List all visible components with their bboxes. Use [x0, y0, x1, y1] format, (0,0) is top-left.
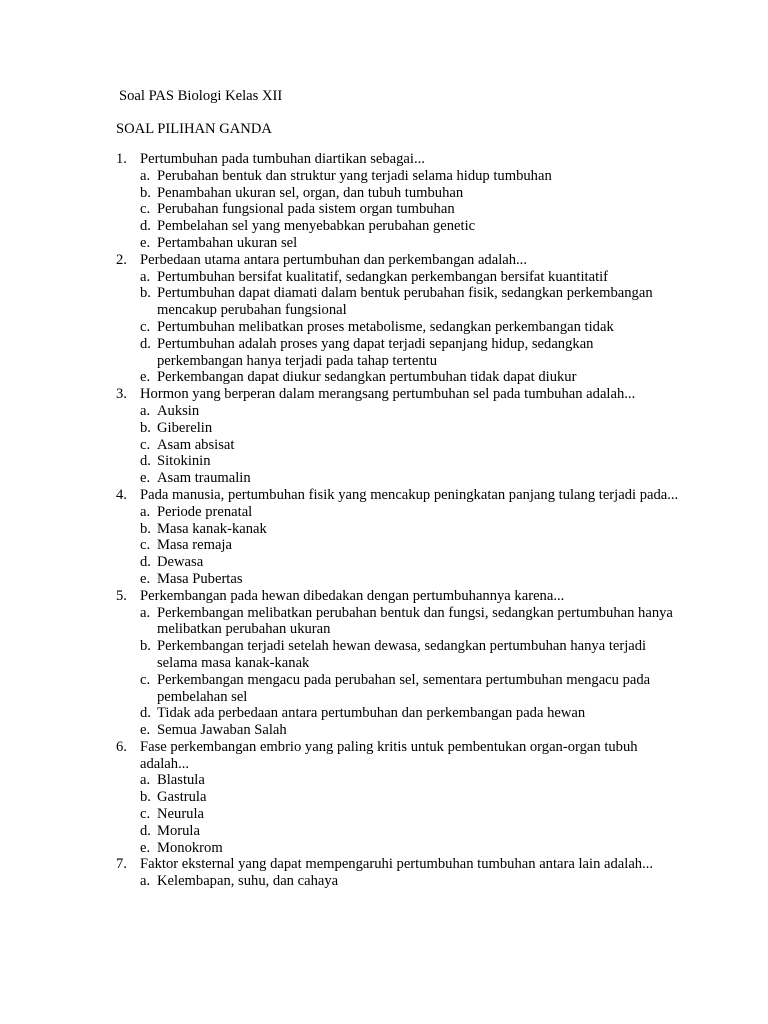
option-letter: b.: [140, 285, 151, 302]
option-text: Masa kanak-kanak: [157, 520, 267, 537]
document-title: Soal PAS Biologi Kelas XII: [119, 88, 283, 104]
option-letter: d.: [140, 453, 151, 470]
option-letter: b.: [140, 184, 151, 201]
question-text: Fase perkembangan embrio yang paling kritis untuk pembentukan organ-organ tubuh adalah...: [140, 738, 638, 772]
option-text: Morula: [157, 822, 200, 839]
question-text: Perbedaan utama antara pertumbuhan dan perkembangan adalah...: [140, 251, 527, 268]
option-letter: e.: [140, 722, 151, 739]
option-letter: c.: [140, 806, 151, 823]
option-letter: b.: [140, 520, 151, 537]
answer-option: [0, 218, 768, 235]
answer-option: [0, 285, 768, 319]
answer-option: [0, 789, 768, 806]
answer-option: [0, 873, 768, 890]
option-letter: e.: [140, 570, 151, 587]
question-number: 2.: [116, 251, 127, 268]
option-letter: c.: [140, 318, 151, 335]
question-item: [0, 487, 768, 588]
question-number: 7.: [116, 856, 127, 873]
option-text: Gastrula: [157, 789, 207, 806]
answer-option: [0, 638, 768, 672]
option-letter: e.: [140, 369, 151, 386]
option-letter: a.: [140, 604, 151, 621]
option-list: [0, 269, 768, 387]
answer-option: [0, 840, 768, 857]
option-letter: a.: [140, 503, 151, 520]
question-list: [0, 151, 768, 890]
option-list: [0, 873, 768, 890]
answer-option: [0, 319, 768, 336]
question-text: Pertumbuhan pada tumbuhan diartikan sebagai...: [140, 151, 425, 167]
question-number: 6.: [116, 738, 127, 755]
option-letter: e.: [140, 234, 151, 251]
option-text: Perubahan bentuk dan struktur yang terjadi selama hidup tumbuhan: [157, 167, 552, 184]
option-text: Masa Pubertas: [157, 570, 243, 587]
option-list: [0, 168, 768, 252]
option-text: Sitokinin: [157, 453, 211, 470]
answer-option: [0, 772, 768, 789]
option-list: [0, 504, 768, 588]
question-number: 5.: [116, 587, 127, 604]
option-text: Perkembangan terjadi setelah hewan dewasa, sedangkan pertumbuhan hanya terjadi selama masa kanak-kanak: [157, 638, 647, 671]
answer-option: [0, 672, 768, 706]
question-text: Faktor eksternal yang dapat mempengaruhi pertumbuhan tumbuhan antara lain adalah...: [140, 856, 654, 873]
option-letter: a.: [140, 873, 151, 890]
option-letter: a.: [140, 268, 151, 285]
option-text: Monokrom: [157, 839, 223, 856]
option-text: Periode prenatal: [157, 503, 253, 520]
option-letter: b.: [140, 419, 151, 436]
answer-option: [0, 705, 768, 722]
answer-option: [0, 521, 768, 538]
answer-option: [0, 571, 768, 588]
option-text: Pertumbuhan bersifat kualitatif, sedangkan perkembangan bersifat kuantitatif: [157, 268, 609, 285]
question-number: 3.: [116, 386, 127, 403]
option-letter: a.: [140, 772, 151, 789]
option-letter: d.: [140, 822, 151, 839]
option-text: Perubahan fungsional pada sistem organ tumbuhan: [157, 201, 455, 218]
option-text: Asam traumalin: [157, 470, 251, 487]
answer-option: [0, 336, 768, 370]
question-text: Pada manusia, pertumbuhan fisik yang mencakup peningkatan panjang tulang terjadi pada...: [140, 486, 679, 503]
option-letter: a.: [140, 167, 151, 184]
answer-option: [0, 806, 768, 823]
answer-option: [0, 269, 768, 286]
option-text: Asam absisat: [157, 436, 235, 453]
option-text: Pertumbuhan dapat diamati dalam bentuk perubahan fisik, sedangkan perkembangan mencakup perubahan fungsional: [157, 285, 653, 319]
question-number: 4.: [116, 486, 127, 503]
question-item: [0, 151, 768, 252]
option-letter: e.: [140, 839, 151, 856]
answer-option: [0, 185, 768, 202]
option-text: Dewasa: [157, 554, 204, 571]
option-text: Semua Jawaban Salah: [157, 722, 287, 739]
option-letter: d.: [140, 218, 151, 235]
question-item: [0, 386, 768, 487]
question-item: [0, 856, 768, 890]
option-letter: a.: [140, 402, 151, 419]
option-letter: e.: [140, 470, 151, 487]
option-text: Perkembangan mengacu pada perubahan sel, sementara pertumbuhan mengacu pada pembelahan sel: [157, 671, 651, 705]
answer-option: [0, 504, 768, 521]
question-number: 1.: [116, 151, 127, 167]
answer-option: [0, 554, 768, 571]
option-text: Penambahan ukuran sel, organ, dan tubuh tumbuhan: [157, 184, 464, 201]
answer-option: [0, 201, 768, 218]
answer-option: [0, 722, 768, 739]
answer-option: [0, 420, 768, 437]
question-text: Hormon yang berperan dalam merangsang pertumbuhan sel pada tumbuhan adalah...: [140, 386, 636, 403]
option-letter: c.: [140, 671, 151, 688]
answer-option: [0, 369, 768, 386]
option-letter: c.: [140, 201, 151, 218]
option-letter: d.: [140, 554, 151, 571]
option-text: Pertambahan ukuran sel: [157, 234, 298, 251]
option-text: Pertumbuhan melibatkan proses metabolisme, sedangkan perkembangan tidak: [157, 318, 614, 335]
question-item: [0, 588, 768, 739]
option-text: Auksin: [157, 402, 200, 419]
option-letter: c.: [140, 537, 151, 554]
option-text: Neurula: [157, 806, 205, 823]
answer-option: [0, 403, 768, 420]
option-list: [0, 403, 768, 487]
option-letter: c.: [140, 436, 151, 453]
option-letter: b.: [140, 789, 151, 806]
option-list: [0, 772, 768, 856]
option-text: Tidak ada perbedaan antara pertumbuhan dan perkembangan pada hewan: [157, 705, 586, 722]
question-item: [0, 739, 768, 857]
option-letter: d.: [140, 705, 151, 722]
option-text: Masa remaja: [157, 537, 232, 554]
option-letter: b.: [140, 638, 151, 655]
answer-option: [0, 537, 768, 554]
option-text: Pembelahan sel yang menyebabkan perubahan genetic: [157, 218, 476, 235]
option-letter: d.: [140, 335, 151, 352]
answer-option: [0, 168, 768, 185]
answer-option: [0, 453, 768, 470]
section-heading: SOAL PILIHAN GANDA: [116, 121, 272, 137]
question-item: [0, 252, 768, 386]
answer-option: [0, 605, 768, 639]
answer-option: [0, 437, 768, 454]
answer-option: [0, 235, 768, 252]
option-text: Perkembangan melibatkan perubahan bentuk dan fungsi, sedangkan pertumbuhan hanya melibatkan perubahan ukuran: [157, 604, 673, 638]
option-text: Pertumbuhan adalah proses yang dapat terjadi sepanjang hidup, sedangkan perkembangan hanya terjadi pada tahap tertentu: [157, 335, 594, 369]
option-text: Blastula: [157, 772, 205, 789]
question-text: Perkembangan pada hewan dibedakan dengan pertumbuhannya karena...: [140, 587, 565, 604]
option-text: Giberelin: [157, 419, 213, 436]
answer-option: [0, 823, 768, 840]
option-text: Perkembangan dapat diukur sedangkan pertumbuhan tidak dapat diukur: [157, 369, 577, 386]
answer-option: [0, 470, 768, 487]
option-list: [0, 605, 768, 739]
option-text: Kelembapan, suhu, dan cahaya: [157, 873, 339, 890]
